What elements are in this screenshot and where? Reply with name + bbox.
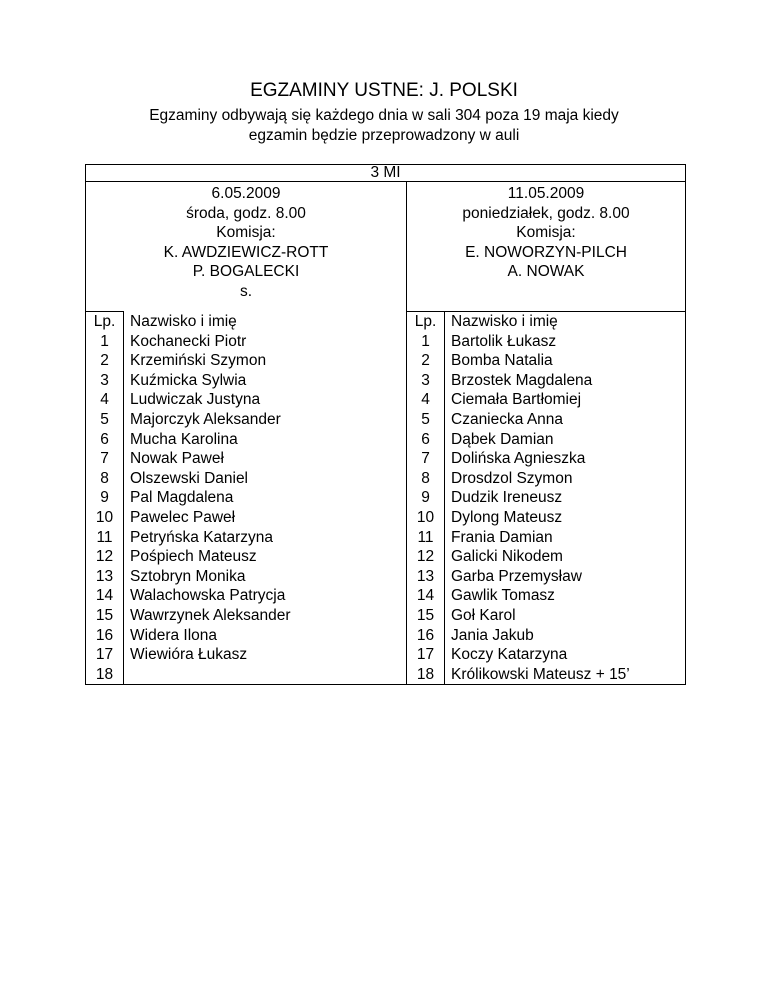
table-row bbox=[86, 586, 686, 606]
left-lp-cell: 7 bbox=[86, 449, 124, 469]
class-row bbox=[86, 165, 686, 182]
table-row bbox=[86, 332, 686, 352]
right-lp-cell: 17 bbox=[407, 645, 445, 665]
right-lp-cell: 4 bbox=[407, 390, 445, 410]
right-lp-cell: 13 bbox=[407, 567, 445, 587]
left-day-time: środa, godz. 8.00 bbox=[186, 204, 306, 222]
left-exam-info bbox=[86, 182, 407, 312]
left-name-cell: Kuźmicka Sylwia bbox=[124, 371, 407, 391]
right-name-cell: Dylong Mateusz bbox=[445, 508, 686, 528]
left-room: s. bbox=[239, 282, 253, 300]
exam-info-row bbox=[86, 182, 686, 312]
right-lp-cell: 1 bbox=[407, 332, 445, 352]
table-row bbox=[86, 606, 686, 626]
left-lp-cell: 8 bbox=[86, 469, 124, 489]
table-row bbox=[86, 449, 686, 469]
left-name-cell: Pal Magdalena bbox=[124, 488, 407, 508]
left-commission-member-2: P. BOGALECKI bbox=[192, 263, 300, 281]
right-name-cell: Dąbek Damian bbox=[445, 430, 686, 450]
right-name-cell: Garba Przemysław bbox=[445, 567, 686, 587]
left-lp-cell: 12 bbox=[86, 547, 124, 567]
left-name-cell: Mucha Karolina bbox=[124, 430, 407, 450]
table-row bbox=[86, 410, 686, 430]
table-row bbox=[86, 371, 686, 391]
right-name-cell: Galicki Nikodem bbox=[445, 547, 686, 567]
right-commission-label: Komisja: bbox=[516, 224, 576, 242]
left-name-cell: Nowak Paweł bbox=[124, 449, 407, 469]
right-name-cell: Dudzik Ireneusz bbox=[445, 488, 686, 508]
left-lp-cell: 3 bbox=[86, 371, 124, 391]
left-name-cell: Wawrzynek Aleksander bbox=[124, 606, 407, 626]
left-name-cell: Ludwiczak Justyna bbox=[124, 390, 407, 410]
left-date: 6.05.2009 bbox=[211, 185, 281, 202]
right-lp-cell: 18 bbox=[407, 665, 445, 685]
right-lp-cell: 9 bbox=[407, 488, 445, 508]
page-subtitle bbox=[0, 106, 768, 146]
right-lp-cell: 3 bbox=[407, 371, 445, 391]
right-commission-member-1: E. NOWORZYN-PILCH bbox=[465, 243, 627, 261]
right-lp-cell: 10 bbox=[407, 508, 445, 528]
right-name-cell: Brzostek Magdalena bbox=[445, 371, 686, 391]
class-name: 3 MI bbox=[86, 165, 686, 182]
right-lp-cell: 2 bbox=[407, 351, 445, 371]
table-row bbox=[86, 645, 686, 665]
table-row bbox=[86, 547, 686, 567]
table-row bbox=[86, 390, 686, 410]
right-lp-cell: 8 bbox=[407, 469, 445, 489]
left-lp-cell: 9 bbox=[86, 488, 124, 508]
subtitle-line-1: Egzaminy odbywają się każdego dnia w sali 304 poza 19 maja kiedy bbox=[149, 107, 619, 124]
left-name-cell: Wiewióra Łukasz bbox=[124, 645, 407, 665]
right-name-cell: Drosdzol Szymon bbox=[445, 469, 686, 489]
left-lp-cell: 13 bbox=[86, 567, 124, 587]
right-lp-cell: 11 bbox=[407, 528, 445, 548]
right-lp-cell: 5 bbox=[407, 410, 445, 430]
right-name-cell: Ciemała Bartłomiej bbox=[445, 390, 686, 410]
exam-schedule-table bbox=[85, 164, 686, 685]
page-title: EGZAMINY USTNE: J. POLSKI bbox=[250, 80, 518, 101]
column-header-row bbox=[86, 312, 686, 332]
right-lp-cell: 12 bbox=[407, 547, 445, 567]
left-lp-cell: 16 bbox=[86, 626, 124, 646]
left-name-cell: Krzemiński Szymon bbox=[124, 351, 407, 371]
right-lp-cell: 15 bbox=[407, 606, 445, 626]
left-lp-cell: 2 bbox=[86, 351, 124, 371]
left-lp-cell: 1 bbox=[86, 332, 124, 352]
right-lp-cell: 6 bbox=[407, 430, 445, 450]
right-date: 11.05.2009 bbox=[507, 185, 585, 202]
left-lp-cell: 10 bbox=[86, 508, 124, 528]
left-name-cell: Pawelec Paweł bbox=[124, 508, 407, 528]
left-name-cell: Majorczyk Aleksander bbox=[124, 410, 407, 430]
table-row bbox=[86, 528, 686, 548]
right-lp-cell: 14 bbox=[407, 586, 445, 606]
right-name-cell: Bartolik Łukasz bbox=[445, 332, 686, 352]
right-name-cell: Koczy Katarzyna bbox=[445, 645, 686, 665]
right-commission-member-2: A. NOWAK bbox=[507, 263, 585, 281]
left-lp-cell: 17 bbox=[86, 645, 124, 665]
table-row bbox=[86, 488, 686, 508]
table-row bbox=[86, 567, 686, 587]
table-row bbox=[86, 665, 686, 685]
right-name-cell: Dolińska Agnieszka bbox=[445, 449, 686, 469]
left-lp-cell: 18 bbox=[86, 665, 124, 685]
left-lp-cell: 5 bbox=[86, 410, 124, 430]
right-lp-cell: 16 bbox=[407, 626, 445, 646]
table-row bbox=[86, 626, 686, 646]
left-name-cell: Widera Ilona bbox=[124, 626, 407, 646]
left-name-cell: Sztobryn Monika bbox=[124, 567, 407, 587]
left-lp-cell: 15 bbox=[86, 606, 124, 626]
table-row bbox=[86, 508, 686, 528]
left-name-cell: Walachowska Patrycja bbox=[124, 586, 407, 606]
left-commission-label: Komisja: bbox=[216, 224, 276, 242]
right-name-cell: Goł Karol bbox=[445, 606, 686, 626]
right-name-cell: Bomba Natalia bbox=[445, 351, 686, 371]
left-lp-cell: 11 bbox=[86, 528, 124, 548]
right-day-time: poniedziałek, godz. 8.00 bbox=[462, 204, 630, 222]
left-name-cell: Olszewski Daniel bbox=[124, 469, 407, 489]
right-name-cell: Frania Damian bbox=[445, 528, 686, 548]
left-lp-cell: 4 bbox=[86, 390, 124, 410]
subtitle-line-2: egzamin będzie przeprowadzony w auli bbox=[248, 127, 520, 144]
right-exam-info bbox=[407, 182, 686, 312]
left-name-cell: Kochanecki Piotr bbox=[124, 332, 407, 352]
right-lp-header: Lp. bbox=[407, 312, 445, 332]
left-name-cell bbox=[124, 665, 407, 685]
left-name-cell: Pośpiech Mateusz bbox=[124, 547, 407, 567]
left-lp-cell: 6 bbox=[86, 430, 124, 450]
left-lp-cell: 14 bbox=[86, 586, 124, 606]
right-name-cell: Królikowski Mateusz + 15’ bbox=[445, 665, 686, 685]
table-row bbox=[86, 430, 686, 450]
left-name-header: Nazwisko i imię bbox=[124, 312, 407, 332]
right-name-cell: Czaniecka Anna bbox=[445, 410, 686, 430]
right-lp-cell: 7 bbox=[407, 449, 445, 469]
left-lp-header: Lp. bbox=[86, 312, 124, 332]
right-name-cell: Jania Jakub bbox=[445, 626, 686, 646]
left-commission-member-1: K. AWDZIEWICZ-ROTT bbox=[163, 243, 329, 261]
table-row bbox=[86, 469, 686, 489]
right-name-header: Nazwisko i imię bbox=[445, 312, 686, 332]
right-name-cell: Gawlik Tomasz bbox=[445, 586, 686, 606]
left-name-cell: Petryńska Katarzyna bbox=[124, 528, 407, 548]
table-row bbox=[86, 351, 686, 371]
